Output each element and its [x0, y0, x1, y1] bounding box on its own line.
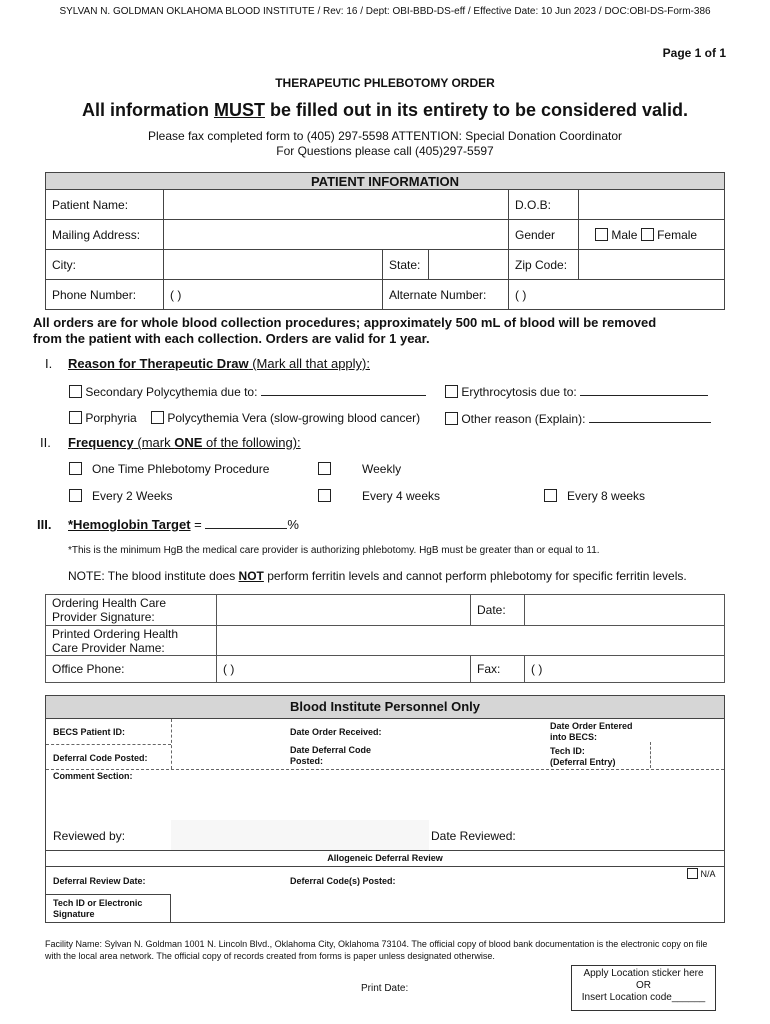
- secondary-polycythemia-checkbox[interactable]: [69, 385, 82, 398]
- state-field[interactable]: [429, 250, 509, 280]
- printed-name-label-2: Care Provider Name:: [52, 640, 165, 655]
- section-3-number: III.: [37, 517, 52, 532]
- gender-label: Gender: [509, 220, 579, 250]
- section-1-title-row: [68, 356, 370, 371]
- reason-porphyria-row: [69, 411, 137, 425]
- erythrocytosis-checkbox[interactable]: [445, 385, 458, 398]
- phone-field[interactable]: ( ): [164, 280, 383, 310]
- provider-signature-label: [46, 595, 217, 626]
- secondary-polycythemia-label: Secondary Polycythemia due to:: [85, 385, 261, 399]
- section-2-title-row: [68, 435, 301, 450]
- freq-onetime-row: [69, 462, 269, 476]
- hemoglobin-note: *This is the minimum HgB the medical care provider is authorizing phlebotomy. HgB must be greater than or equal to 11.: [68, 545, 600, 556]
- dob-field[interactable]: [579, 190, 725, 220]
- fax-line-2: For Questions please call (405)297-5597: [276, 144, 494, 158]
- every-2-weeks-label: Every 2 Weeks: [92, 489, 173, 503]
- secondary-polycythemia-line[interactable]: [261, 384, 426, 396]
- patient-name-label: Patient Name:: [46, 190, 164, 220]
- provider-signature-label-1: Ordering Health Care: [52, 596, 167, 610]
- section-1-hint: (Mark all that apply):: [248, 356, 370, 371]
- dob-label: D.O.B:: [509, 190, 579, 220]
- tech-electronic-signature-field[interactable]: [172, 895, 472, 921]
- section-3-title-row: [68, 517, 299, 532]
- tech-electronic-label-1: Tech ID or Electronic: [53, 898, 143, 908]
- divider: [46, 744, 171, 745]
- every-4-weeks-label: Every 4 weeks: [362, 489, 441, 503]
- male-label: Male: [611, 227, 638, 242]
- hemoglobin-percent: %: [287, 517, 299, 532]
- ferritin-note-not: NOT: [238, 569, 264, 583]
- comment-section-label: Comment Section:: [53, 771, 133, 781]
- tech-electronic-label-2: Signature: [53, 909, 95, 919]
- orders-note: [33, 315, 656, 347]
- section-2-hint-pre: (mark: [133, 435, 175, 450]
- provider-signature-field[interactable]: [217, 595, 471, 626]
- orders-note-line-1: All orders are for whole blood collection procedures; approximately 500 mL of blood will be removed: [33, 315, 657, 330]
- reason-erythrocytosis-row: [445, 384, 708, 399]
- fax-instructions: [0, 129, 770, 159]
- date-deferral-code-label-1: Date Deferral Code: [290, 745, 372, 755]
- freq-weekly-checkbox-wrap: [318, 462, 331, 476]
- one-time-label: One Time Phlebotomy Procedure: [92, 462, 270, 476]
- date-order-received-label: Date Order Received:: [290, 727, 382, 737]
- polycythemia-vera-checkbox[interactable]: [151, 411, 164, 424]
- tech-id-label: [550, 746, 616, 768]
- deferral-code-posted-label: Deferral Code Posted:: [53, 753, 148, 763]
- office-phone-field[interactable]: ( ): [217, 656, 471, 683]
- headline-pre: All information: [81, 100, 214, 120]
- hemoglobin-equals: =: [190, 517, 206, 532]
- polycythemia-vera-label: Polycythemia Vera (slow-growing blood cancer): [167, 411, 421, 425]
- section-1-title: Reason for Therapeutic Draw: [68, 356, 249, 371]
- date-order-entered-label-2: into BECS:: [550, 732, 597, 742]
- provider-signature-label-2: Provider Signature:: [52, 610, 155, 624]
- phone-label: Phone Number:: [46, 280, 164, 310]
- divider: [46, 769, 724, 770]
- office-phone-label: Office Phone:: [46, 656, 217, 683]
- reviewed-by-label: Reviewed by:: [53, 829, 126, 843]
- patient-info-table: [45, 172, 725, 310]
- other-reason-line[interactable]: [589, 411, 711, 423]
- mailing-address-field[interactable]: [164, 220, 509, 250]
- female-checkbox[interactable]: [641, 228, 654, 241]
- erythrocytosis-label: Erythrocytosis due to:: [461, 385, 581, 399]
- divider: [46, 894, 171, 895]
- tech-id-label-2: (Deferral Entry): [550, 757, 616, 767]
- allogeneic-review-title: Allogeneic Deferral Review: [327, 853, 443, 863]
- location-sticker-box[interactable]: [571, 965, 716, 1011]
- headline-must: MUST: [213, 100, 265, 120]
- state-label: State:: [383, 250, 429, 280]
- page-number: Page 1 of 1: [662, 46, 726, 60]
- headline-post: be filled out in its entirety to be considered valid.: [264, 100, 689, 120]
- alternate-label: Alternate Number:: [383, 280, 509, 310]
- footer-facility-text: Facility Name: Sylvan N. Goldman 1001 N. Lincoln Blvd., Oklahoma City, Oklahoma 73104. The official copy of blood bank documentation is the electronic copy on file with the local area network. The official copy of records created from forms is paper unless designated otherwise.: [45, 939, 708, 961]
- date-reviewed-field[interactable]: [543, 820, 724, 850]
- date-order-entered-label-1: Date Order Entered: [550, 721, 633, 731]
- other-reason-checkbox[interactable]: [445, 412, 458, 425]
- patient-name-field[interactable]: [164, 190, 509, 220]
- divider: [650, 742, 651, 768]
- date-order-entered-label: [550, 721, 633, 743]
- every-4-weeks-checkbox[interactable]: [318, 489, 331, 502]
- personnel-title: Blood Institute Personnel Only: [46, 696, 724, 719]
- erythrocytosis-line[interactable]: [580, 384, 708, 396]
- printed-name-label-1: Printed Ordering Health: [52, 626, 179, 641]
- city-field[interactable]: [164, 250, 383, 280]
- section-1-heading: [45, 356, 52, 371]
- weekly-label: Weekly: [362, 462, 402, 476]
- provider-date-label: Date:: [471, 595, 525, 626]
- provider-table: [45, 594, 725, 683]
- section-2-title: Frequency: [68, 435, 134, 450]
- deferral-codes-posted-label: Deferral Code(s) Posted:: [290, 876, 396, 886]
- hemoglobin-target-title: *Hemoglobin Target: [68, 517, 191, 532]
- sticker-line-1: Apply Location sticker here: [583, 968, 704, 979]
- divider: [170, 894, 171, 922]
- gender-field: [579, 220, 725, 250]
- freq-8weeks-row: [544, 489, 645, 503]
- weekly-checkbox[interactable]: [318, 462, 331, 475]
- section-2-number: II.: [40, 435, 51, 450]
- printed-name-field[interactable]: [217, 626, 725, 656]
- form-title: THERAPEUTIC PHLEBOTOMY ORDER: [275, 76, 495, 90]
- ferritin-note-post: perform ferritin levels and cannot perform phlebotomy for specific ferritin levels.: [263, 569, 687, 583]
- porphyria-label: Porphyria: [85, 411, 137, 425]
- one-time-checkbox[interactable]: [69, 462, 82, 475]
- deferral-review-date-field[interactable]: [172, 868, 282, 892]
- comment-field[interactable]: [46, 784, 724, 820]
- headline: [0, 100, 770, 121]
- ferritin-note-pre: NOTE: The blood institute does: [68, 569, 239, 583]
- ferritin-note: [68, 569, 687, 583]
- orders-note-line-2: from the patient with each collection. Orders are valid for 1 year.: [33, 331, 430, 346]
- fax-field[interactable]: ( ): [525, 656, 725, 683]
- reason-vera-row: [151, 411, 420, 425]
- date-reviewed-label: Date Reviewed:: [431, 829, 516, 843]
- freq-4weeks-checkbox-wrap: [318, 489, 331, 503]
- date-deferral-code-label-2: Posted:: [290, 756, 324, 766]
- becs-patient-id-label: BECS Patient ID:: [53, 727, 126, 737]
- mailing-address-label: Mailing Address:: [46, 220, 164, 250]
- male-checkbox[interactable]: [595, 228, 608, 241]
- tech-id-label-1: Tech ID:: [550, 746, 585, 756]
- every-8-weeks-checkbox[interactable]: [544, 489, 557, 502]
- hemoglobin-target-field[interactable]: [205, 517, 287, 529]
- reviewed-by-field[interactable]: [171, 820, 429, 850]
- document-header: SYLVAN N. GOLDMAN OKLAHOMA BLOOD INSTITUTE / Rev: 16 / Dept: OBI-BBD-DS-eff / Effective Date: 10 Jun 2023 / DOC:OBI-DS-Form-386: [59, 6, 711, 17]
- patient-info-title: PATIENT INFORMATION: [46, 173, 725, 190]
- alternate-field[interactable]: ( ): [509, 280, 725, 310]
- deferral-codes-posted-field[interactable]: [421, 868, 671, 892]
- reason-secondary-row: [69, 384, 426, 399]
- porphyria-checkbox[interactable]: [69, 411, 82, 424]
- zip-label: Zip Code:: [509, 250, 579, 280]
- deferral-review-date-label: Deferral Review Date:: [53, 876, 146, 886]
- sticker-line-2: OR: [636, 980, 651, 991]
- every-8-weeks-label: Every 8 weeks: [567, 489, 646, 503]
- personnel-section: [45, 695, 725, 923]
- na-label: N/A: [700, 869, 716, 879]
- reason-other-row: [445, 411, 711, 426]
- tech-electronic-signature-label: [53, 898, 142, 920]
- becs-patient-id-field[interactable]: [172, 720, 282, 744]
- divider: [46, 850, 724, 851]
- date-order-received-field[interactable]: [421, 720, 541, 744]
- zip-field[interactable]: [579, 250, 725, 280]
- date-deferral-code-posted-label: [290, 745, 371, 767]
- section-2-hint-post: of the following):: [202, 435, 301, 450]
- deferral-code-posted-field[interactable]: [172, 745, 282, 769]
- section-2-hint-one: ONE: [174, 435, 203, 450]
- every-2-weeks-checkbox[interactable]: [69, 489, 82, 502]
- fax-label: Fax:: [471, 656, 525, 683]
- section-1-number: I.: [45, 356, 53, 371]
- other-reason-label: Other reason (Explain):: [461, 412, 589, 426]
- freq-2weeks-row: [69, 489, 173, 503]
- sticker-line-3: Insert Location code______: [581, 992, 706, 1003]
- fax-line-1: Please fax completed form to (405) 297-5598 ATTENTION: Special Donation Coordinator: [147, 129, 622, 143]
- na-checkbox[interactable]: [687, 868, 698, 879]
- provider-date-field[interactable]: [525, 595, 725, 626]
- city-label: City:: [46, 250, 164, 280]
- divider: [46, 866, 724, 867]
- na-option: [687, 868, 716, 879]
- print-date-label: Print Date:: [361, 983, 409, 994]
- printed-name-label: [46, 626, 217, 656]
- female-label: Female: [657, 227, 698, 242]
